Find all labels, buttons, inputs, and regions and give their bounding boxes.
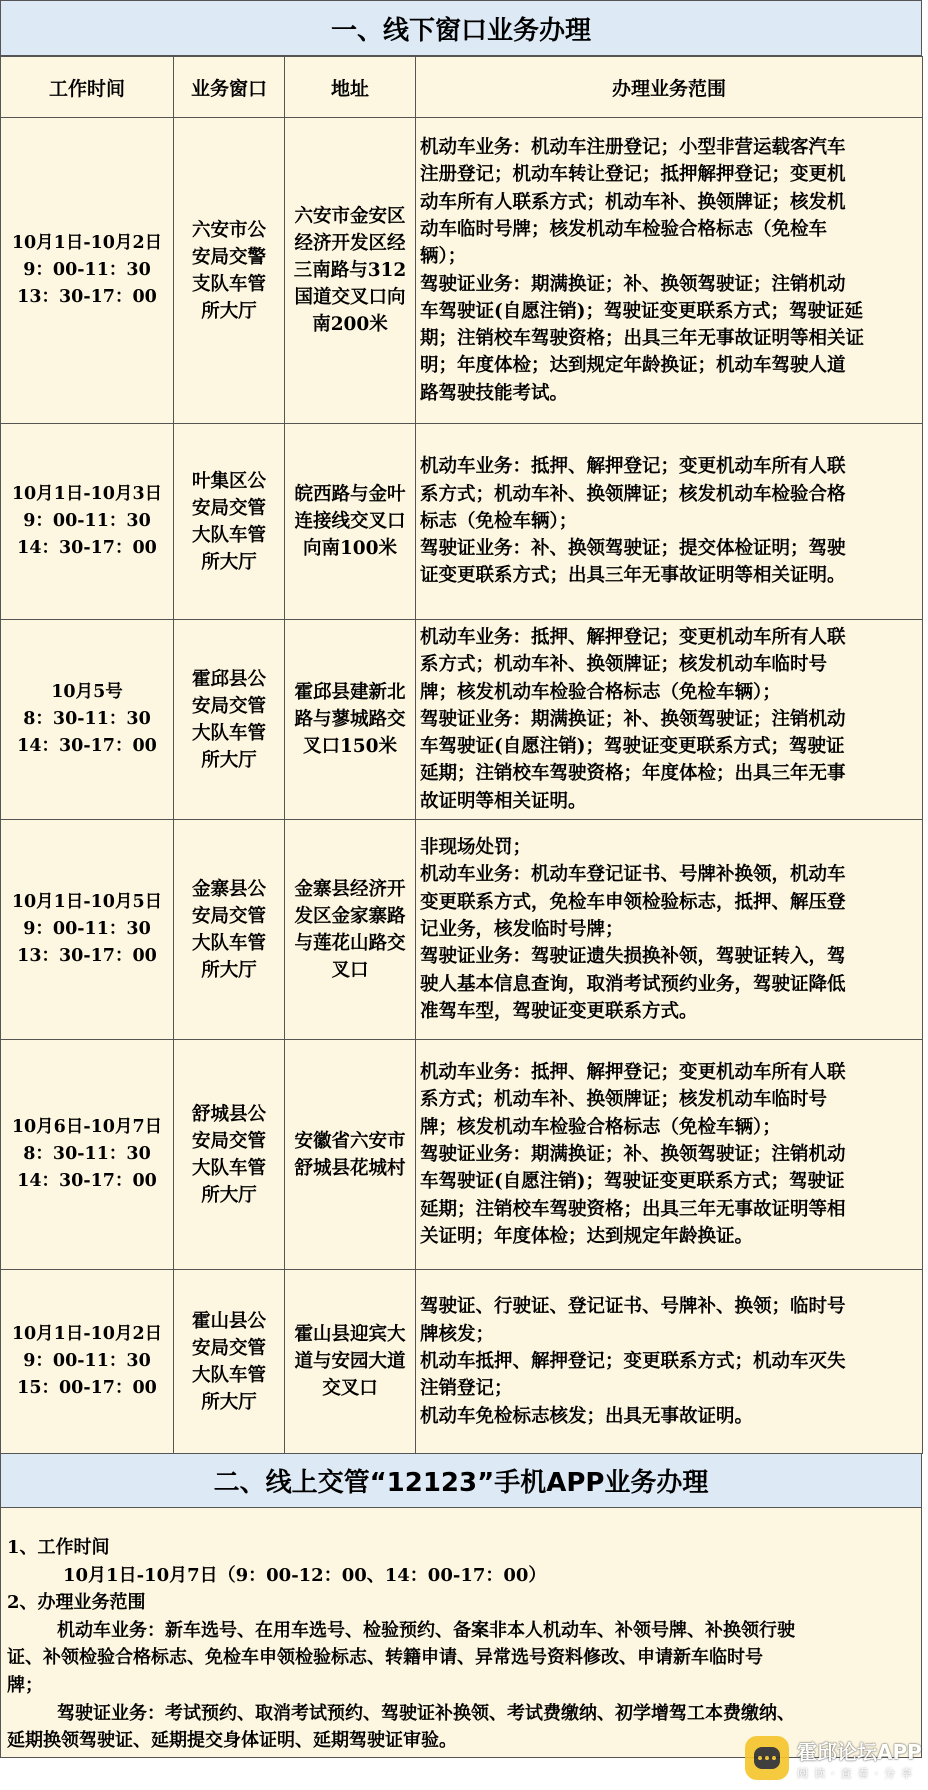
scope-line: 注册登记；机动车转让登记；抵押解押登记；变更机 — [420, 164, 846, 186]
table-row — [1, 424, 923, 620]
scope-line: 机动车业务：抵押、解押登记；变更机动车所有人联 — [420, 627, 846, 648]
address-cell — [285, 1040, 416, 1270]
section2-title: 二、线上交管“12123”手机APP业务办理 — [0, 1454, 922, 1508]
window-line: 安局交管 — [191, 905, 266, 927]
scope-line: 驾驶证业务：驾驶证遗失损换补领，驾驶证转入，驾 — [420, 946, 846, 968]
window-line: 所大厅 — [201, 1391, 257, 1413]
time-line: 8：30-11：30 — [23, 709, 151, 730]
scope-line: 机动车业务：抵押、解押登记；变更机动车所有人联 — [420, 456, 846, 478]
window-line: 大队车管 — [191, 1157, 266, 1179]
time-line: 14：30-17：00 — [17, 538, 157, 558]
table-row — [1, 1040, 923, 1270]
time-line: 9：00-11：30 — [23, 511, 151, 531]
scope-line: 驾驶证业务：期满换证；补、换领驾驶证；注销机动 — [420, 708, 846, 730]
time-cell — [1, 1270, 174, 1454]
window-line: 安局交管 — [191, 497, 266, 519]
time-line: 10月1日-10月2日 — [11, 1324, 163, 1345]
scope-cell — [416, 424, 923, 620]
scope-line: 证变更联系方式；出具三年无事故证明等相关证明。 — [420, 565, 846, 587]
time-cell — [1, 620, 174, 820]
scope-line: 车驾驶证(自愿注销)；驾驶证变更联系方式；驾驶证 — [420, 736, 845, 758]
address-line: 金寨县经济开 — [294, 878, 406, 900]
window-line: 大队车管 — [191, 524, 266, 546]
scope-line: 机动车业务：抵押、解押登记；变更机动车所有人联 — [420, 1062, 846, 1084]
address-line: 经济开发区经 — [294, 233, 406, 254]
time-line: 9：00-11：30 — [23, 260, 151, 280]
address-line: 六安市金安区 — [294, 206, 406, 227]
scope-cell — [416, 118, 923, 424]
scope-cell — [416, 1040, 923, 1270]
address-line: 皖西路与金叶 — [294, 484, 406, 505]
online-vehicle-line: 牌； — [7, 1675, 43, 1697]
scope-line: 系方式；机动车补、换领牌证；核发机动车检验合格 — [420, 483, 846, 505]
watermark-title: 霍邱论坛APP — [797, 1739, 922, 1764]
scope-line: 驾驶证业务：期满换证；补、换领驾驶证；注销机动 — [420, 273, 846, 295]
scope-line: 延期；注销校车驾驶资格；出具三年无事故证明等相 — [420, 1198, 846, 1220]
scope-line: 记业务，核发临时号牌； — [420, 918, 624, 940]
time-cell — [1, 424, 174, 620]
table-row — [1, 620, 923, 820]
scope-line: 动车所有人联系方式；机动车补、换领牌证；核发机 — [420, 191, 846, 213]
online-item2-title: 2、办理业务范围 — [7, 1592, 146, 1614]
scope-line: 期；注销校车驾驶资格；出具三年无事故证明等相关证 — [420, 328, 865, 350]
address-line: 交叉口 — [322, 1378, 378, 1400]
table-header-row — [1, 57, 923, 118]
time-line: 9：00-11：30 — [23, 919, 151, 940]
online-vehicle-line: 证、补领检验合格标志、免检车申领检验标志、转籍申请、异常选号资料修改、申请新车临时号 — [7, 1647, 763, 1669]
scope-line: 路驾驶技能考试。 — [420, 382, 569, 404]
online-service-block — [0, 1508, 922, 1758]
address-line: 连接线交叉口 — [294, 511, 406, 532]
address-line: 叉口 — [331, 959, 369, 981]
scope-line: 驾驶证业务：期满换证；补、换领驾驶证；注销机动 — [420, 1143, 846, 1165]
time-line: 10月1日-10月2日 — [11, 233, 163, 253]
address-line: 与莲花山路交 — [294, 932, 406, 954]
scope-line: 牌核发； — [420, 1323, 495, 1345]
time-line: 10月5号 — [51, 682, 123, 703]
online-vehicle-line: 机动车业务：新车选号、在用车选号、检验预约、备案非本人机动车、补领号牌、补换领行驶 — [57, 1619, 795, 1641]
table-row — [1, 1270, 923, 1454]
time-line: 13：30-17：00 — [17, 946, 157, 967]
address-line: 安徽省六安市 — [294, 1130, 406, 1152]
scope-line: 机动车免检标志核发；出具无事故证明。 — [420, 1405, 754, 1427]
table-row — [1, 118, 923, 424]
address-line: 路与蓼城路交 — [294, 709, 406, 731]
scope-cell — [416, 1270, 923, 1454]
scope-line: 辆）； — [420, 246, 467, 268]
window-line: 所大厅 — [201, 1184, 257, 1206]
time-line: 10月6日-10月7日 — [11, 1117, 163, 1138]
address-cell — [285, 1270, 416, 1454]
window-cell — [174, 620, 285, 820]
scope-line: 机动车业务：机动车注册登记；小型非营运载客汽车 — [420, 137, 846, 159]
scope-line: 车驾驶证(自愿注销)；驾驶证变更联系方式；驾驶证 — [420, 1171, 845, 1193]
scope-line: 非现场处罚； — [420, 837, 532, 859]
window-line: 舒城县公 — [191, 1103, 266, 1125]
time-cell — [1, 1040, 174, 1270]
address-cell — [285, 620, 416, 820]
time-cell — [1, 820, 174, 1040]
window-line: 安局交管 — [191, 1337, 266, 1359]
header-address: 地址 — [285, 57, 416, 118]
address-line: 叉口150米 — [302, 736, 398, 758]
address-line: 舒城县花城村 — [294, 1157, 406, 1179]
address-line: 霍山县迎宾大 — [294, 1324, 406, 1346]
online-license-line: 驾驶证业务：考试预约、取消考试预约、驾驶证补换领、考试费缴纳、初学增驾工本费缴纳、 — [57, 1702, 795, 1724]
scope-cell — [416, 820, 923, 1040]
scope-line: 机动车业务：机动车登记证书、号牌补换领，机动车 — [420, 864, 846, 886]
window-cell — [174, 1270, 285, 1454]
scope-line: 变更联系方式，免检车申领检验标志，抵押、解压登 — [420, 891, 846, 913]
offline-service-table — [0, 56, 923, 1454]
scope-line: 系方式；机动车补、换领牌证；核发机动车临时号 — [420, 1089, 828, 1111]
header-scope: 办理业务范围 — [416, 57, 923, 118]
window-cell — [174, 424, 285, 620]
time-line: 15：00-17：00 — [17, 1378, 157, 1399]
time-line: 14：30-17：00 — [17, 1171, 157, 1192]
window-line: 金寨县公 — [191, 878, 266, 900]
watermark-subtitle: 阅读·查看·分享 — [797, 1766, 918, 1780]
scope-line: 故证明等相关证明。 — [420, 790, 587, 812]
window-line: 霍山县公 — [191, 1310, 266, 1332]
address-line: 道与安园大道 — [294, 1351, 406, 1373]
window-line: 大队车管 — [191, 722, 266, 744]
scope-line: 驾驶证业务：补、换领驾驶证；提交体检证明；驾驶 — [420, 538, 846, 560]
window-line: 所大厅 — [201, 749, 257, 771]
window-line: 所大厅 — [201, 551, 257, 573]
address-line: 霍邱县建新北 — [294, 682, 406, 704]
scope-line: 牌；核发机动车检验合格标志（免检车辆）； — [420, 1116, 781, 1138]
scope-line: 延期；注销校车驾驶资格；年度体检；出具三年无事 — [420, 763, 846, 785]
window-line: 六安市公 — [191, 219, 266, 241]
window-line: 大队车管 — [191, 1364, 266, 1386]
address-line: 南200米 — [312, 314, 388, 335]
time-line: 10月1日-10月5日 — [11, 892, 163, 913]
window-line: 霍邱县公 — [191, 668, 266, 690]
scope-line: 注销登记； — [420, 1378, 513, 1400]
window-line: 叶集区公 — [191, 470, 266, 492]
table-row — [1, 820, 923, 1040]
scope-line: 关证明；年度体检；达到规定年龄换证。 — [420, 1225, 754, 1247]
address-cell — [285, 118, 416, 424]
time-line: 13：30-17：00 — [17, 287, 157, 307]
forum-logo-icon — [745, 1736, 789, 1780]
scope-line: 动车临时号牌；核发机动车检验合格标志（免检车 — [420, 218, 828, 240]
time-line: 8：30-11：30 — [23, 1144, 151, 1165]
address-line: 发区金家寨路 — [294, 905, 406, 927]
time-cell — [1, 118, 174, 424]
scope-line: 明；年度体检；达到规定年龄换证；机动车驾驶人道 — [420, 355, 846, 377]
address-line: 三南路与312 — [293, 260, 407, 281]
address-line: 向南100米 — [302, 538, 398, 559]
forum-watermark — [745, 1730, 925, 1786]
section1-title: 一、线下窗口业务办理 — [0, 0, 922, 56]
window-line: 大队车管 — [191, 932, 266, 954]
scope-line: 系方式；机动车补、换领牌证；核发机动车临时号 — [420, 654, 828, 676]
address-cell — [285, 424, 416, 620]
time-line: 14：30-17：00 — [17, 736, 157, 757]
address-line: 国道交叉口向 — [294, 287, 406, 308]
window-line: 安局交管 — [191, 1130, 266, 1152]
scope-line: 机动车抵押、解押登记；变更联系方式；机动车灭失 — [420, 1350, 846, 1372]
window-line: 支队车管 — [191, 273, 266, 295]
scope-line: 车驾驶证(自愿注销)；驾驶证变更联系方式；驾驶证延 — [420, 300, 864, 322]
scope-line: 牌；核发机动车检验合格标志（免检车辆）； — [420, 681, 781, 703]
scope-line: 准驾车型，驾驶证变更联系方式。 — [420, 1000, 698, 1022]
window-line: 安局交警 — [191, 246, 266, 268]
time-line: 10月1日-10月3日 — [11, 484, 163, 504]
window-line: 安局交管 — [191, 695, 266, 717]
window-cell — [174, 118, 285, 424]
scope-line: 标志（免检车辆）； — [420, 510, 578, 532]
online-item1-title: 1、工作时间 — [7, 1537, 110, 1559]
scope-line: 驶人基本信息查询，取消考试预约业务，驾驶证降低 — [420, 973, 846, 995]
window-cell — [174, 1040, 285, 1270]
window-line: 所大厅 — [201, 300, 257, 322]
time-line: 9：00-11：30 — [23, 1351, 151, 1372]
header-window: 业务窗口 — [174, 57, 285, 118]
window-cell — [174, 820, 285, 1040]
address-cell — [285, 820, 416, 1040]
scope-line: 驾驶证、行驶证、登记证书、号牌补、换领；临时号 — [420, 1296, 846, 1318]
online-license-line: 延期换领驾驶证、延期提交身体证明、延期驾驶证审验。 — [7, 1730, 457, 1752]
header-time: 工作时间 — [1, 57, 174, 118]
window-line: 所大厅 — [201, 959, 257, 981]
online-work-hours: 10月1日-10月7日（9：00-12：00、14：00-17：00） — [63, 1564, 547, 1586]
scope-cell — [416, 620, 923, 820]
